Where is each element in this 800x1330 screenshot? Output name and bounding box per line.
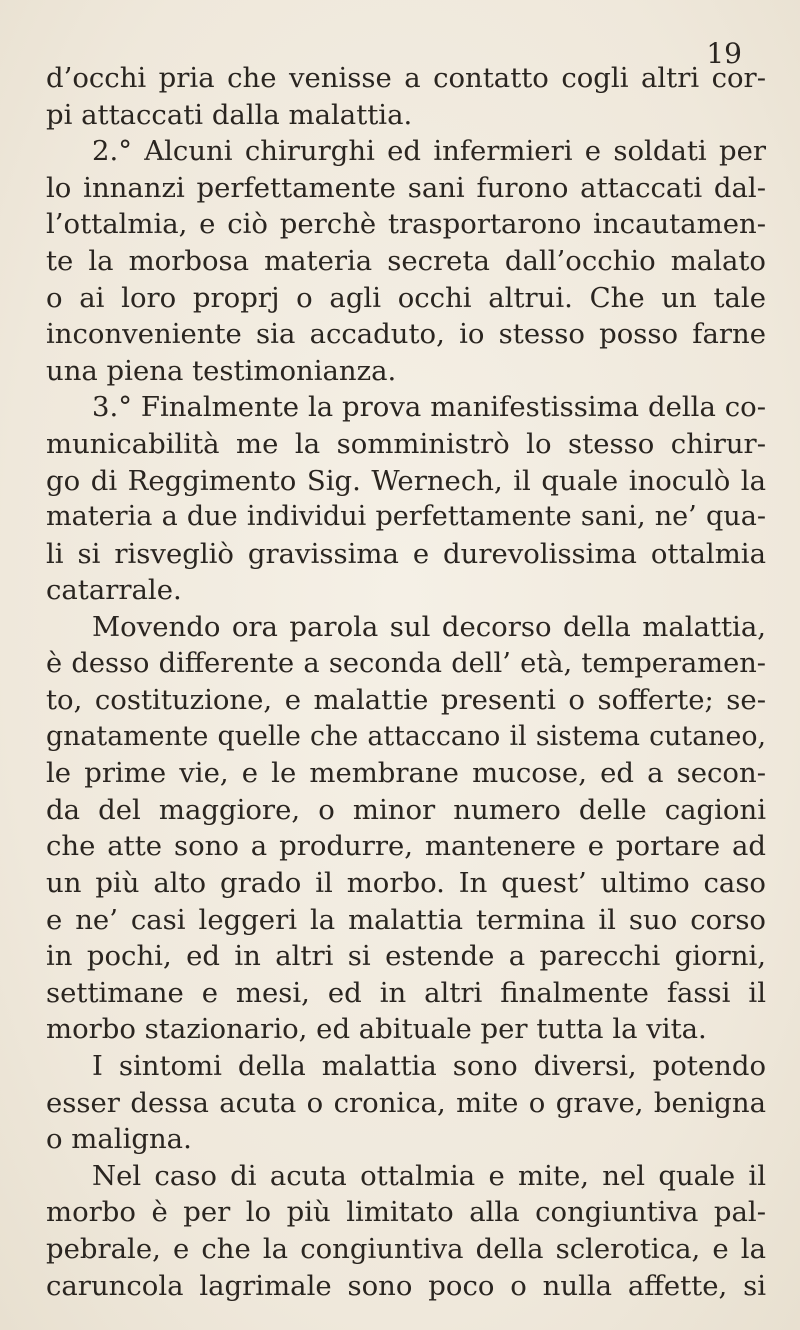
text-line: gnatamente quelle che attaccano il sistema cutaneo, <box>46 720 766 752</box>
text-line: in pochi, ed in altri si estende a parecchi giorni, <box>46 940 766 973</box>
text-line: pebrale, e che la congiuntiva della sclerotica, e la <box>46 1233 766 1265</box>
text-line: un più alto grado il morbo. In quest’ ultimo caso <box>46 867 766 900</box>
text-line: morbo stazionario, ed abituale per tutta la vita. <box>46 1013 707 1046</box>
text-line: morbo è per lo più limitato alla congiuntiva pal- <box>46 1196 766 1229</box>
text-line: 3.° Finalmente la prova manifestissima della co- <box>92 391 766 424</box>
text-line: o maligna. <box>46 1123 192 1156</box>
text-line: I sintomi della malattia sono diversi, potendo <box>92 1050 766 1083</box>
page-number: 19 <box>706 37 742 70</box>
text-line: Nel caso di acuta ottalmia e mite, nel quale il <box>92 1159 766 1192</box>
text-line: materia a due individui perfettamente sani, ne’ qua- <box>46 501 766 533</box>
text-line: le prime vie, e le membrane mucose, ed a secon- <box>46 757 766 790</box>
text-line: esser dessa acuta o cronica, mite o grave, benigna <box>46 1086 766 1119</box>
text-line: municabilità me la somministrò lo stesso chirur- <box>46 427 766 460</box>
text-line: go di Reggimento Sig. Wernech, il quale inoculò la <box>46 464 766 497</box>
body-text <box>46 60 766 1304</box>
text-line: inconveniente sia accaduto, io stesso posso farne <box>46 318 766 351</box>
text-line: o ai loro proprj o agli occhi altrui. Che un tale <box>46 281 766 314</box>
text-line: da del maggiore, o minor numero delle cagioni <box>46 793 766 826</box>
text-line: l’ottalmia, e ciò perchè trasportarono incautamen- <box>46 208 766 241</box>
text-line: te la morbosa materia secreta dall’occhio malato <box>46 244 766 277</box>
text-line: è desso differente a seconda dell’ età, temperamen- <box>46 647 766 679</box>
text-line: d’occhi pria che venisse a contatto cogli altri cor- <box>46 62 766 94</box>
text-line: li si risvegliò gravissima e durevolissima ottalmia <box>46 537 766 570</box>
text-line: una piena testimonianza. <box>46 354 397 387</box>
text-line: catarrale. <box>46 574 182 607</box>
text-line: caruncola lagrimale sono poco o nulla affette, si <box>46 1269 766 1302</box>
text-line: Movendo ora parola sul decorso della malattia, <box>92 610 766 643</box>
text-line: che atte sono a produrre, mantenere e portare ad <box>46 830 766 863</box>
text-line: to, costituzione, e malattie presenti o sofferte; se- <box>46 684 766 717</box>
text-line: e ne’ casi leggeri la malattia termina il suo corso <box>46 903 766 936</box>
text-line: settimane e mesi, ed in altri finalmente fassi il <box>46 976 766 1009</box>
text-line: pi attaccati dalla malattia. <box>46 98 413 131</box>
text-line: 2.° Alcuni chirurghi ed infermieri e soldati per <box>92 135 766 168</box>
text-line: lo innanzi perfettamente sani furono attaccati dal- <box>46 171 766 204</box>
